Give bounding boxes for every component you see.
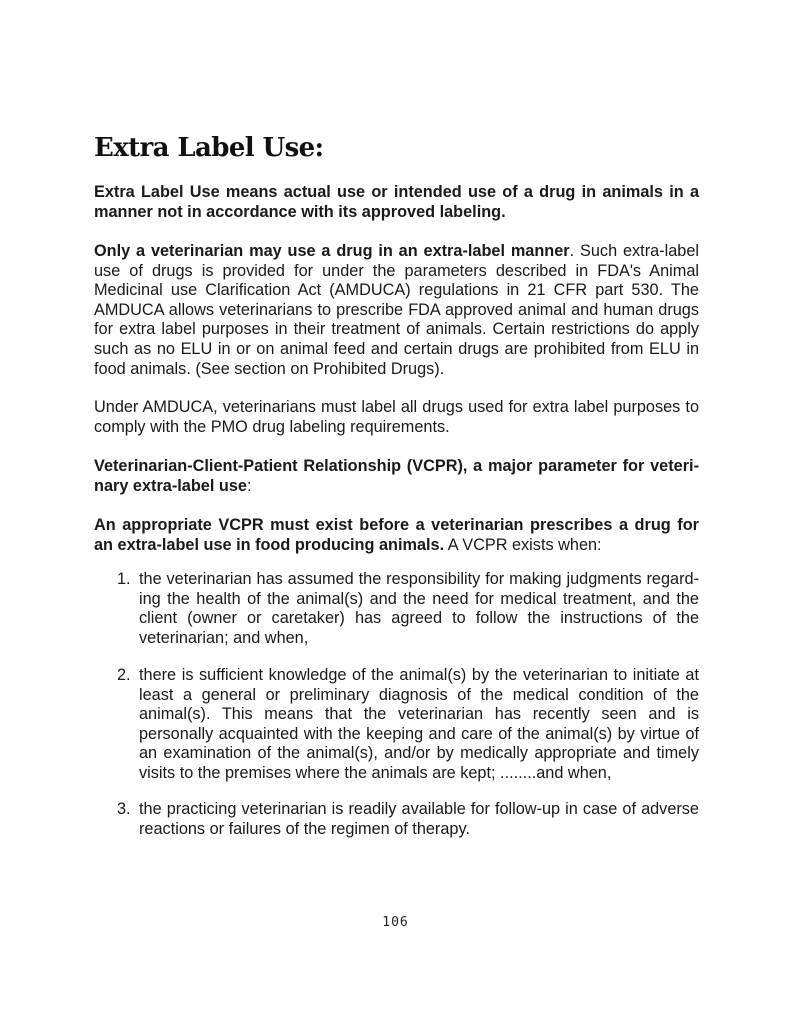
vcpr-heading-bold-text: Veterinarian-Client-Patient Relationship (VCPR), a major parameter for veterinary extra-label use bbox=[94, 457, 699, 495]
veterinarian-only-bold-text: Only a veterinarian may use a drug in an extra-label manner bbox=[94, 242, 570, 260]
page-title: Extra Label Use: bbox=[94, 133, 324, 163]
list-item-number: 2. bbox=[117, 666, 131, 684]
labeling-body-text: Under AMDUCA, veterinarians must label all drugs used for extra label purposes to comply with the PMO drug labeling requirements. bbox=[94, 398, 699, 436]
list-item-text: there is sufficient knowledge of the animal(s) by the veterinarian to initiate at least a general or preliminary diagnosis of the medical condition of the animal(s). This means that the veterinarian has recently seen and is personally acquainted with the keeping and care of the animal(s) by virtue of an examination of the animal(s), and/or by medically appropriate and timely visits to the premises where the animals are kept; ........and when, bbox=[139, 666, 699, 782]
list-item-number: 3. bbox=[117, 800, 131, 818]
veterinarian-only-paragraph bbox=[94, 242, 699, 379]
veterinarian-only-body-text: . Such extra-label use of drugs is provided for under the parameters described in FDA's Animal Medicinal use Clarification Act (AMDUCA) regulations in 21 CFR part 530. The AMDUCA allows veterinarians to prescribe FDA approved animal and human drugs for extra label purposes in their treatment of animals. Certain restrictions do apply such as no ELU in or on animal feed and certain drugs are prohibited from ELU in food animals. (See section on Prohibited Drugs). bbox=[94, 242, 699, 378]
page-number: 106 bbox=[382, 915, 409, 930]
vcpr-requirement-body-text: A VCPR exists when: bbox=[444, 535, 602, 554]
vcpr-heading-paragraph bbox=[94, 457, 699, 496]
vcpr-requirement-paragraph bbox=[94, 516, 699, 555]
vcpr-requirement-bold-text: An appropriate VCPR must exist before a veterinarian prescribes a drug for an extra-label use in food producing animals. bbox=[94, 516, 699, 554]
labeling-paragraph bbox=[94, 398, 699, 437]
definition-bold-text: Extra Label Use means actual use or intended use of a drug in animals in a manner not in accordance with its approved labeling. bbox=[94, 183, 699, 221]
list-item-number: 1. bbox=[117, 570, 131, 588]
list-item-text: the veterinarian has assumed the responsibility for making judgments regarding the health of the animal(s) and the need for medical treatment, and the client (owner or caretaker) has agreed to follow the instructions of the veterinarian; and when, bbox=[139, 570, 699, 647]
vcpr-heading-colon: : bbox=[246, 476, 252, 495]
list-item-text: the practicing veterinarian is readily available for follow-up in case of adverse reactions or failures of the regimen of therapy. bbox=[139, 800, 699, 838]
definition-paragraph bbox=[94, 183, 699, 222]
